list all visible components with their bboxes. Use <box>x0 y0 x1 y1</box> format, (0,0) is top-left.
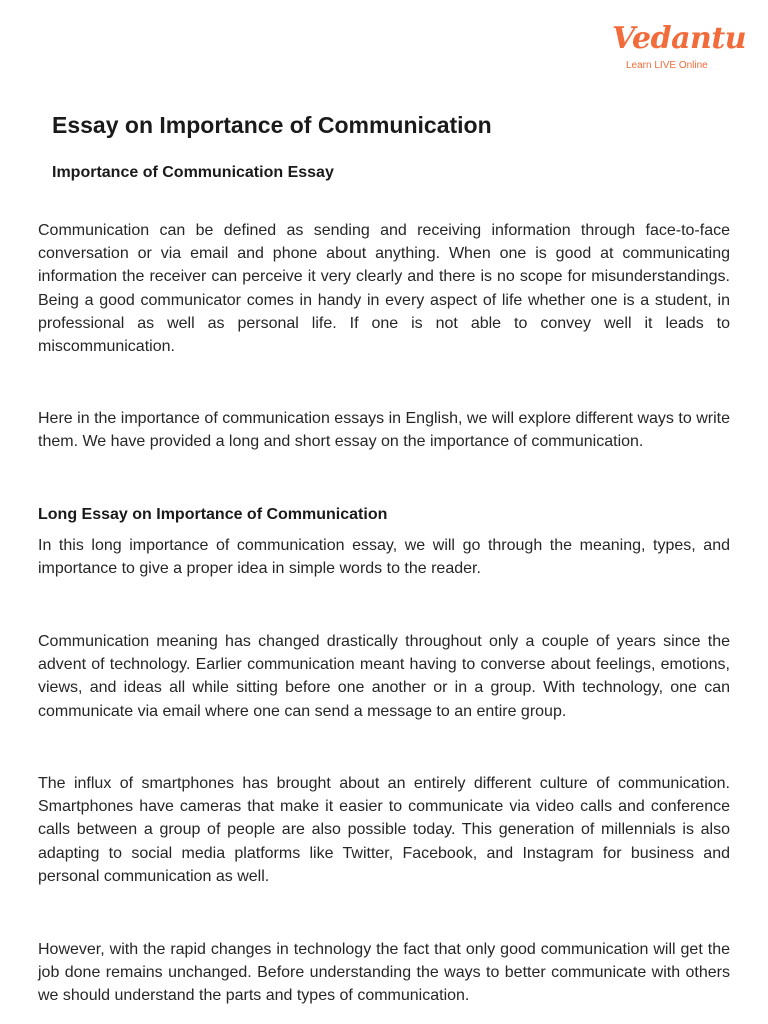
logo-tagline: Learn LIVE Online <box>626 60 708 71</box>
intro-paragraph: Communication can be defined as sending and receiving information through face-to-face conversation or via email and phone about anything. When one is good at communicating information the receiver can perceive it very clearly and there is no scope for misunderstandings. Being a good communicator comes in handy in every aspect of life whether one is a student, in professional as well as personal life. If one is not able to convey well it leads to miscommunication. <box>38 222 730 356</box>
long-essay-paragraph-4: However, with the rapid changes in technology the fact that only good communication will get the job done remains unchanged. Before understanding the ways to better communicate with others we should understand the parts and types of communication. <box>38 941 730 1005</box>
long-essay-paragraph-1: In this long importance of communication essay, we will go through the meaning, types, and importance to give a proper idea in simple words to the reader. <box>38 537 730 578</box>
page-title: Essay on Importance of Communication <box>52 112 492 138</box>
vedantu-logo <box>612 21 747 74</box>
logo-wordmark: Vedantu <box>612 21 747 56</box>
long-essay-paragraph-3: The influx of smartphones has brought about an entirely different culture of communication. Smartphones have cameras that make it easier to communicate via video calls and conference calls between a group of people are also possible today. This generation of millennials is also adapting to social media platforms like Twitter, Facebook, and Instagram for business and personal communication as well. <box>38 775 730 885</box>
long-essay-paragraph-2: Communication meaning has changed drastically throughout only a couple of years since the advent of technology. Earlier communication meant having to converse about feelings, emotions, views, and ideas all while sitting before one another or in a group. With technology, one can communicate via email where one can send a message to an entire group. <box>38 633 730 720</box>
long-essay-heading: Long Essay on Importance of Communication <box>38 506 388 523</box>
page-subtitle: Importance of Communication Essay <box>52 164 334 181</box>
overview-paragraph: Here in the importance of communication essays in English, we will explore different ways to write them. We have provided a long and short essay on the importance of communication. <box>38 410 730 451</box>
